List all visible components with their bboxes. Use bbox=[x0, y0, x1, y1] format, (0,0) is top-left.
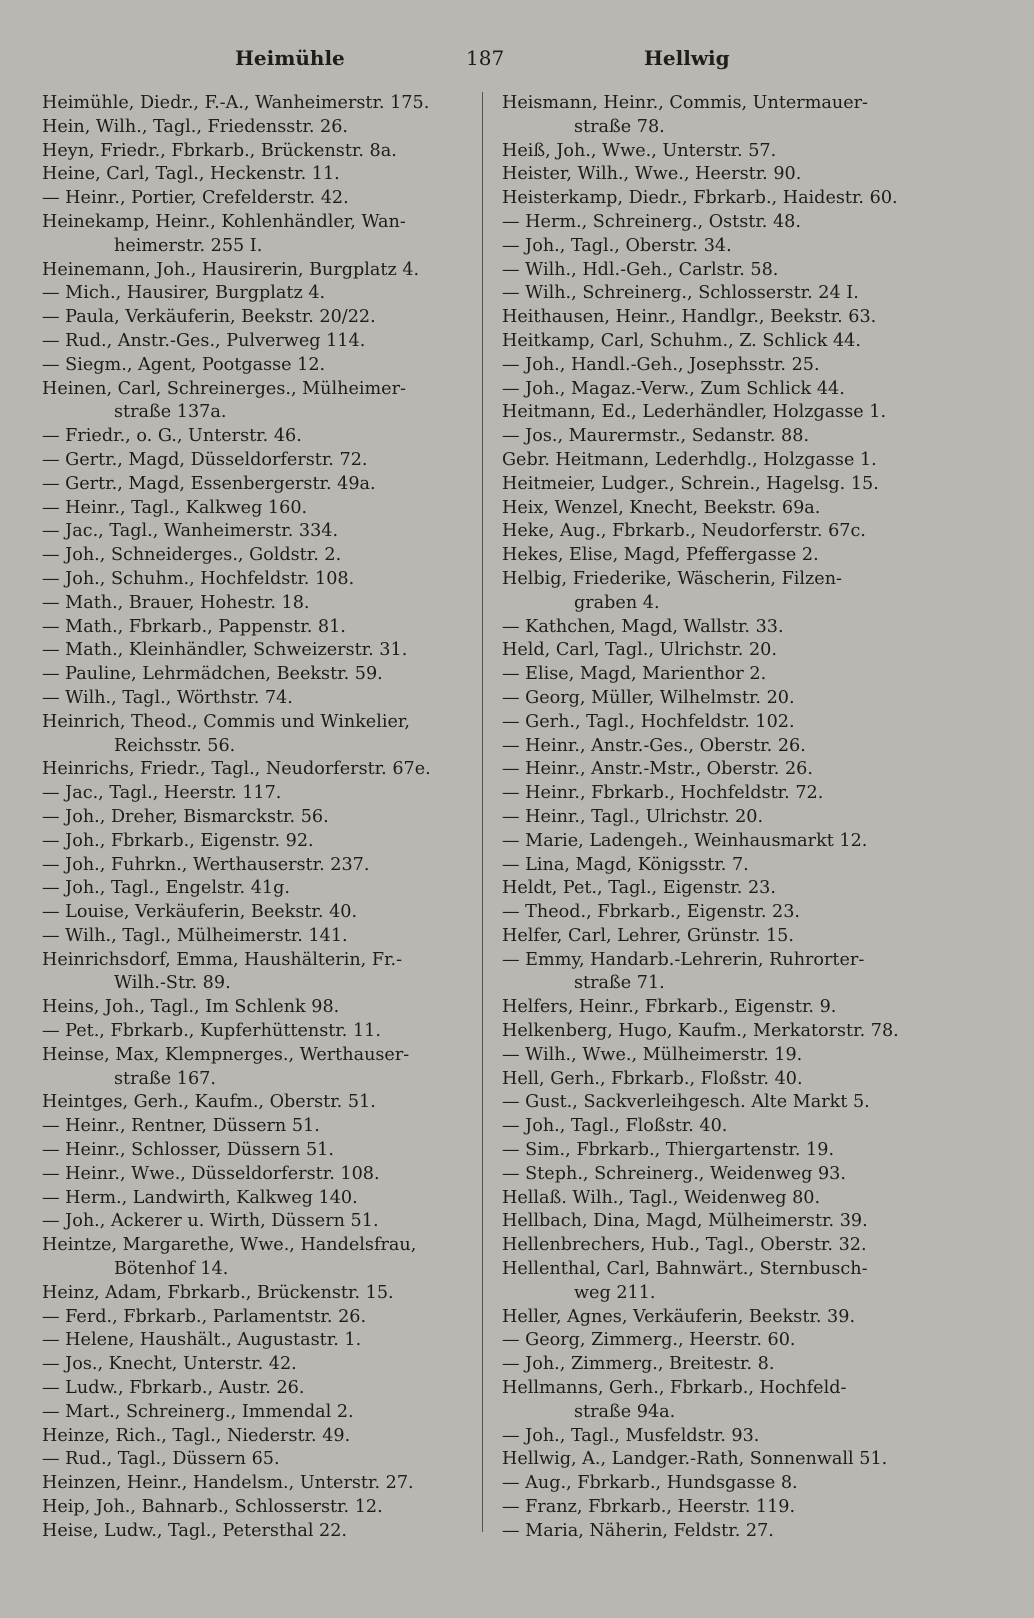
directory-entry: — Gertr., Magd, Düsseldorferstr. 72. bbox=[42, 449, 368, 470]
directory-entry: — Georg, Müller, Wilhelmstr. 20. bbox=[502, 687, 795, 708]
directory-entry: — Jac., Tagl., Wanheimerstr. 334. bbox=[42, 521, 339, 542]
directory-entry: Heintze, Margarethe, Wwe., Handelsfrau, bbox=[42, 1235, 417, 1256]
running-head-first-entry: Heimühle bbox=[235, 46, 345, 70]
directory-entry-continuation: straße 137a. bbox=[114, 402, 227, 423]
directory-entry: Heinen, Carl, Schreinerges., Mülheimer- bbox=[42, 378, 406, 399]
directory-entry-continuation: straße 167. bbox=[114, 1068, 216, 1089]
directory-entry: — Joh., Schneiderges., Goldstr. 2. bbox=[42, 545, 342, 566]
directory-entry: Heismann, Heinr., Commis, Untermauer- bbox=[502, 93, 868, 113]
directory-entry: — Joh., Schuhm., Hochfeldstr. 108. bbox=[42, 568, 355, 589]
directory-entry: — Theod., Fbrkarb., Eigenstr. 23. bbox=[502, 902, 800, 923]
directory-entry: Heiß, Joh., Wwe., Unterstr. 57. bbox=[502, 140, 777, 161]
directory-entry: — Math., Brauer, Hohestr. 18. bbox=[42, 592, 310, 613]
page-number: 187 bbox=[466, 46, 505, 70]
directory-entry: Heinrichs, Friedr., Tagl., Neudorferstr. 67e. bbox=[42, 759, 431, 780]
directory-entry-continuation: weg 211. bbox=[574, 1282, 656, 1303]
column-divider bbox=[482, 92, 483, 1532]
directory-entry: Hellbach, Dina, Magd, Mülheimerstr. 39. bbox=[502, 1211, 868, 1232]
directory-entry: Heke, Aug., Fbrkarb., Neudorferstr. 67c. bbox=[502, 521, 866, 542]
directory-entry: — Joh., Tagl., Floßstr. 40. bbox=[502, 1116, 728, 1137]
directory-entry: — Gust., Sackverleihgesch. Alte Markt 5. bbox=[502, 1092, 870, 1113]
directory-entry: Helfers, Heinr., Fbrkarb., Eigenstr. 9. bbox=[502, 997, 837, 1018]
directory-entry: — Heinr., Wwe., Düsseldorferstr. 108. bbox=[42, 1163, 380, 1184]
directory-entry: — Joh., Magaz.-Verw., Zum Schlick 44. bbox=[502, 378, 845, 399]
directory-entry: Heister, Wilh., Wwe., Heerstr. 90. bbox=[502, 164, 802, 185]
directory-entry-continuation: straße 71. bbox=[574, 973, 665, 994]
directory-entry: — Herm., Landwirth, Kalkweg 140. bbox=[42, 1187, 358, 1208]
directory-entry: — Mich., Hausirer, Burgplatz 4. bbox=[42, 283, 326, 304]
directory-entry: — Jos., Knecht, Unterstr. 42. bbox=[42, 1354, 297, 1375]
directory-entry: — Heinr., Rentner, Düssern 51. bbox=[42, 1116, 320, 1137]
directory-entry: — Heinr., Tagl., Ulrichstr. 20. bbox=[502, 806, 764, 827]
directory-entry: Heller, Agnes, Verkäuferin, Beekstr. 39. bbox=[502, 1306, 856, 1327]
directory-entry: Hein, Wilh., Tagl., Friedensstr. 26. bbox=[42, 116, 348, 137]
directory-entry: — Heinr., Portier, Crefelderstr. 42. bbox=[42, 188, 349, 209]
directory-entry: — Math., Kleinhändler, Schweizerstr. 31. bbox=[42, 640, 408, 661]
directory-entry: — Sim., Fbrkarb., Thiergartenstr. 19. bbox=[502, 1140, 835, 1161]
directory-entry: Hellenthal, Carl, Bahnwärt., Sternbusch- bbox=[502, 1259, 868, 1280]
directory-entry: Heinemann, Joh., Hausirerin, Burgplatz 4. bbox=[42, 259, 420, 280]
directory-entry: — Wilh., Wwe., Mülheimerstr. 19. bbox=[502, 1044, 803, 1065]
directory-entry: Hellenbrechers, Hub., Tagl., Oberstr. 32. bbox=[502, 1235, 867, 1256]
directory-entry: — Pet., Fbrkarb., Kupferhüttenstr. 11. bbox=[42, 1021, 381, 1042]
left-column-entries bbox=[42, 92, 472, 1544]
directory-entry: — Joh., Tagl., Engelstr. 41g. bbox=[42, 878, 290, 899]
directory-entry-continuation: heimerstr. 255 I. bbox=[114, 235, 263, 256]
directory-entry: Hellaß. Wilh., Tagl., Weidenweg 80. bbox=[502, 1187, 821, 1208]
directory-entry: Helkenberg, Hugo, Kaufm., Merkatorstr. 78. bbox=[502, 1021, 899, 1042]
directory-entry: Helbig, Friederike, Wäscherin, Filzen- bbox=[502, 568, 842, 589]
directory-entry: — Elise, Magd, Marienthor 2. bbox=[502, 664, 767, 685]
directory-entry: Heinekamp, Heinr., Kohlenhändler, Wan- bbox=[42, 211, 406, 232]
directory-entry: Gebr. Heitmann, Lederhdlg., Holzgasse 1. bbox=[502, 449, 877, 470]
directory-entry: — Jos., Maurermstr., Sedanstr. 88. bbox=[502, 426, 810, 447]
directory-entry: — Wilh., Tagl., Mülheimerstr. 141. bbox=[42, 925, 348, 946]
directory-entry: — Ferd., Fbrkarb., Parlamentstr. 26. bbox=[42, 1306, 367, 1327]
directory-entry: — Heinr., Tagl., Kalkweg 160. bbox=[42, 497, 308, 518]
directory-entry: Heise, Ludw., Tagl., Petersthal 22. bbox=[42, 1520, 348, 1541]
directory-entry: — Joh., Fuhrkn., Werthauserstr. 237. bbox=[42, 854, 370, 875]
directory-entry: — Rud., Tagl., Düssern 65. bbox=[42, 1449, 280, 1470]
directory-entry: — Pauline, Lehrmädchen, Beekstr. 59. bbox=[42, 664, 383, 685]
directory-entry: — Helene, Haushält., Augustastr. 1. bbox=[42, 1330, 362, 1351]
directory-entry-continuation: straße 78. bbox=[574, 116, 665, 137]
directory-entry: — Lina, Magd, Königsstr. 7. bbox=[502, 854, 749, 875]
directory-entry: — Wilh., Hdl.-Geh., Carlstr. 58. bbox=[502, 259, 779, 280]
directory-entry: Heisterkamp, Diedr., Fbrkarb., Haidestr. 60. bbox=[502, 188, 898, 209]
directory-entry: Heitmann, Ed., Lederhändler, Holzgasse 1. bbox=[502, 402, 887, 423]
directory-entry: — Joh., Ackerer u. Wirth, Düssern 51. bbox=[42, 1211, 379, 1232]
directory-entry: — Joh., Tagl., Musfeldstr. 93. bbox=[502, 1425, 760, 1446]
directory-entry: Heins, Joh., Tagl., Im Schlenk 98. bbox=[42, 997, 340, 1018]
directory-entry: — Gertr., Magd, Essenbergerstr. 49a. bbox=[42, 473, 376, 494]
directory-entry: Heyn, Friedr., Fbrkarb., Brückenstr. 8a. bbox=[42, 140, 397, 161]
directory-entry: Hekes, Elise, Magd, Pfeffergasse 2. bbox=[502, 545, 819, 566]
directory-entry: — Franz, Fbrkarb., Heerstr. 119. bbox=[502, 1497, 796, 1518]
directory-entry: — Emmy, Handarb.-Lehrerin, Ruhrorter- bbox=[502, 949, 865, 970]
directory-entry: — Friedr., o. G., Unterstr. 46. bbox=[42, 426, 302, 447]
directory-entry: Helfer, Carl, Lehrer, Grünstr. 15. bbox=[502, 925, 794, 946]
directory-entry: — Siegm., Agent, Pootgasse 12. bbox=[42, 354, 326, 375]
directory-entry: — Joh., Fbrkarb., Eigenstr. 92. bbox=[42, 830, 314, 851]
directory-entry: Heinz, Adam, Fbrkarb., Brückenstr. 15. bbox=[42, 1282, 394, 1303]
directory-entry: Held, Carl, Tagl., Ulrichstr. 20. bbox=[502, 640, 777, 661]
directory-entry: — Louise, Verkäuferin, Beekstr. 40. bbox=[42, 902, 358, 923]
directory-entry: — Maria, Näherin, Feldstr. 27. bbox=[502, 1520, 774, 1541]
directory-entry: — Ludw., Fbrkarb., Austr. 26. bbox=[42, 1378, 305, 1399]
directory-entry: Heinse, Max, Klempnerges., Werthauser- bbox=[42, 1044, 410, 1065]
directory-entry: Heinrichsdorf, Emma, Haushälterin, Fr.- bbox=[42, 949, 403, 970]
directory-entry-continuation: Bötenhof 14. bbox=[114, 1259, 229, 1280]
directory-entry: — Math., Fbrkarb., Pappenstr. 81. bbox=[42, 616, 346, 637]
directory-entry: Heithausen, Heinr., Handlgr., Beekstr. 63. bbox=[502, 307, 877, 328]
directory-entry: Heintges, Gerh., Kaufm., Oberstr. 51. bbox=[42, 1092, 376, 1113]
right-column-entries bbox=[502, 92, 932, 1544]
directory-entry: Heldt, Pet., Tagl., Eigenstr. 23. bbox=[502, 878, 776, 899]
directory-entry: — Jac., Tagl., Heerstr. 117. bbox=[42, 783, 282, 804]
directory-entry: — Herm., Schreinerg., Oststr. 48. bbox=[502, 211, 801, 232]
directory-entry: — Kathchen, Magd, Wallstr. 33. bbox=[502, 616, 784, 637]
directory-entry: Heitkamp, Carl, Schuhm., Z. Schlick 44. bbox=[502, 330, 861, 351]
directory-entry: Hellwig, A., Landger.-Rath, Sonnenwall 51. bbox=[502, 1449, 888, 1470]
directory-entry: Heitmeier, Ludger., Schrein., Hagelsg. 15. bbox=[502, 473, 879, 494]
directory-entry: — Heinr., Schlosser, Düssern 51. bbox=[42, 1140, 334, 1161]
directory-entry: — Aug., Fbrkarb., Hundsgasse 8. bbox=[502, 1473, 798, 1494]
directory-entry: — Joh., Dreher, Bismarckstr. 56. bbox=[42, 806, 329, 827]
directory-entry: — Rud., Anstr.-Ges., Pulverweg 114. bbox=[42, 330, 366, 351]
directory-entry: Heine, Carl, Tagl., Heckenstr. 11. bbox=[42, 164, 340, 185]
directory-entry: — Joh., Handl.-Geh., Josephsstr. 25. bbox=[502, 354, 820, 375]
directory-entry: — Mart., Schreinerg., Immendal 2. bbox=[42, 1401, 354, 1422]
directory-entry: — Joh., Tagl., Oberstr. 34. bbox=[502, 235, 732, 256]
directory-entry: Hell, Gerh., Fbrkarb., Floßstr. 40. bbox=[502, 1068, 803, 1089]
directory-entry: — Wilh., Tagl., Wörthstr. 74. bbox=[42, 687, 293, 708]
directory-entry: Heimühle, Diedr., F.-A., Wanheimerstr. 175. bbox=[42, 93, 430, 113]
directory-entry: Heinrich, Theod., Commis und Winkelier, bbox=[42, 711, 410, 732]
directory-entry: Hellmanns, Gerh., Fbrkarb., Hochfeld- bbox=[502, 1378, 847, 1399]
directory-entry: — Heinr., Fbrkarb., Hochfeldstr. 72. bbox=[502, 783, 824, 804]
directory-entry: — Heinr., Anstr.-Mstr., Oberstr. 26. bbox=[502, 759, 813, 780]
directory-entry: Heinze, Rich., Tagl., Niederstr. 49. bbox=[42, 1425, 351, 1446]
directory-entry: — Joh., Zimmerg., Breitestr. 8. bbox=[502, 1354, 775, 1375]
directory-entry: — Steph., Schreinerg., Weidenweg 93. bbox=[502, 1163, 846, 1184]
directory-entry-continuation: Wilh.-Str. 89. bbox=[114, 973, 231, 994]
directory-entry: — Heinr., Anstr.-Ges., Oberstr. 26. bbox=[502, 735, 806, 756]
directory-entry: — Wilh., Schreinerg., Schlosserstr. 24 I. bbox=[502, 283, 859, 304]
directory-entry-continuation: Reichsstr. 56. bbox=[114, 735, 236, 756]
directory-entry-continuation: straße 94a. bbox=[574, 1401, 676, 1422]
directory-entry: Heix, Wenzel, Knecht, Beekstr. 69a. bbox=[502, 497, 821, 518]
directory-entry: — Marie, Ladengeh., Weinhausmarkt 12. bbox=[502, 830, 868, 851]
directory-entry: — Paula, Verkäuferin, Beekstr. 20/22. bbox=[42, 307, 376, 328]
directory-entry-continuation: graben 4. bbox=[574, 592, 660, 613]
directory-entry: Heinzen, Heinr., Handelsm., Unterstr. 27. bbox=[42, 1473, 414, 1494]
directory-entry: Heip, Joh., Bahnarb., Schlosserstr. 12. bbox=[42, 1497, 383, 1518]
directory-entry: — Gerh., Tagl., Hochfeldstr. 102. bbox=[502, 711, 795, 732]
directory-entry: — Georg, Zimmerg., Heerstr. 60. bbox=[502, 1330, 796, 1351]
running-head-last-entry: Hellwig bbox=[644, 46, 730, 70]
